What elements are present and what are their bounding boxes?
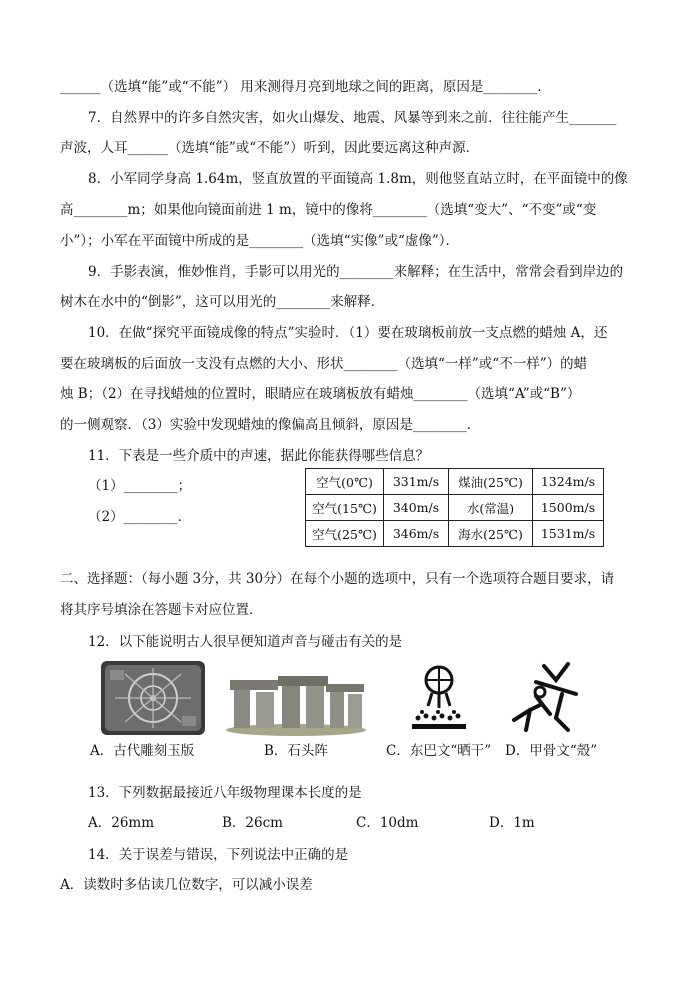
question-8-line-1: 8．小军同学身高 1.64m，竖直放置的平面镜高 1.8m，则他竖直站立时，在平面镜中的像 [88,171,628,187]
question-10-line-3: 烛 B；（2）在寻找蜡烛的位置时，眼睛应在玻璃板放有蜡烛________（选填“A”或“B”） [60,386,581,402]
table-row [306,495,604,521]
question-14-stem: 14．关于误差与错误，下列说法中正确的是 [88,847,349,863]
dongba-script-image [408,662,470,734]
table-cell: 346m/s [384,521,449,547]
question-11-blank-1: （1）________； [88,478,192,494]
question-10-line-4: 的一侧观察．（3）实验中发现蜡烛的像偏高且倾斜，原因是________． [60,417,481,433]
question-9-line-2: 树木在水中的“倒影”，这可以用光的________来解释． [60,294,385,310]
table-cell: 331m/s [384,469,449,495]
table-cell: 煤油(25℃) [449,469,533,495]
table-cell: 340m/s [384,495,449,521]
q14-option-a: A．读数时多估读几位数字，可以减小误差 [60,877,313,893]
table-cell: 空气(15℃) [306,495,384,521]
question-7-line-1: 7．自然界中的许多自然灾害，如火山爆发、地震、风暴等到来之前．往往能产生_______ [88,110,617,126]
question-11-stem: 11．下表是一些介质中的声速，据此你能获得哪些信息？ [88,448,430,464]
q12-option-d: D．甲骨文“殼” [505,743,598,759]
question-11-blank-2: （2）________． [88,509,192,525]
table-cell: 1531m/s [533,521,604,547]
question-8-line-3: 小”）；小军在平面镜中所成的是________（选填“实像”或“虚像”）． [60,233,460,249]
table-cell: 空气(0℃) [306,469,384,495]
q12-option-c: C．东巴文“晒干” [386,743,492,759]
table-row [306,469,604,495]
question-8-line-2: 高________m；如果他向镜面前进 1 m，镜中的像将________（选填“变大”、“不变”或“变 [60,202,597,218]
question-10-line-1: 10．在做“探究平面镜成像的特点”实验时．（1）要在玻璃板前放一支点燃的蜡烛 A，还 [88,325,608,341]
table-cell: 1500m/s [533,495,604,521]
question-6-continued: ______（选填“能”或“不能”） 用来测得月亮到地球之间的距离，原因是________． [60,79,551,95]
table-cell: 1324m/s [533,469,604,495]
question-7-line-2: 声波，人耳______（选填“能”或“不能”）听到，因此要远离这种声源． [60,140,480,156]
q12-option-a: A．古代雕刻玉版 [90,743,195,759]
q12-option-b: B．石头阵 [264,743,328,759]
table-cell: 水(常温) [449,495,533,521]
stonehenge-image [226,666,366,736]
table-row [306,521,604,547]
question-12-stem: 12．以下能说明古人很早便知道声音与碰击有关的是 [88,634,403,650]
question-9-line-1: 9．手影表演，惟妙惟肖，手影可以用光的________来解释；在生活中，常常会看到岸边的 [88,264,624,280]
table-cell: 空气(25℃) [306,521,384,547]
question-13-stem: 13．下列数据最接近八年级物理课本长度的是 [88,785,362,801]
q13-option-d: D．1m [489,815,535,831]
section-2-heading-line-2: 将其序号填涂在答题卡对应位置． [60,602,263,618]
q13-option-c: C．10dm [356,815,419,831]
q13-option-b: B．26cm [222,815,283,831]
sound-speed-table [305,468,604,547]
q13-option-a: A．26mm [88,815,155,831]
section-2-heading-line-1: 二、选择题：（每小题 3分，共 30分）在每个小题的选项中，只有一个选项符合题目要求，请 [60,571,615,587]
table-cell: 海水(25℃) [449,521,533,547]
jade-plate-image [100,660,206,736]
oracle-bone-script-image [506,660,586,736]
question-10-line-2: 要在玻璃板的后面放一支没有点燃的大小、形状________（选填“一样”或“不一样”）的蜡 [60,356,588,372]
